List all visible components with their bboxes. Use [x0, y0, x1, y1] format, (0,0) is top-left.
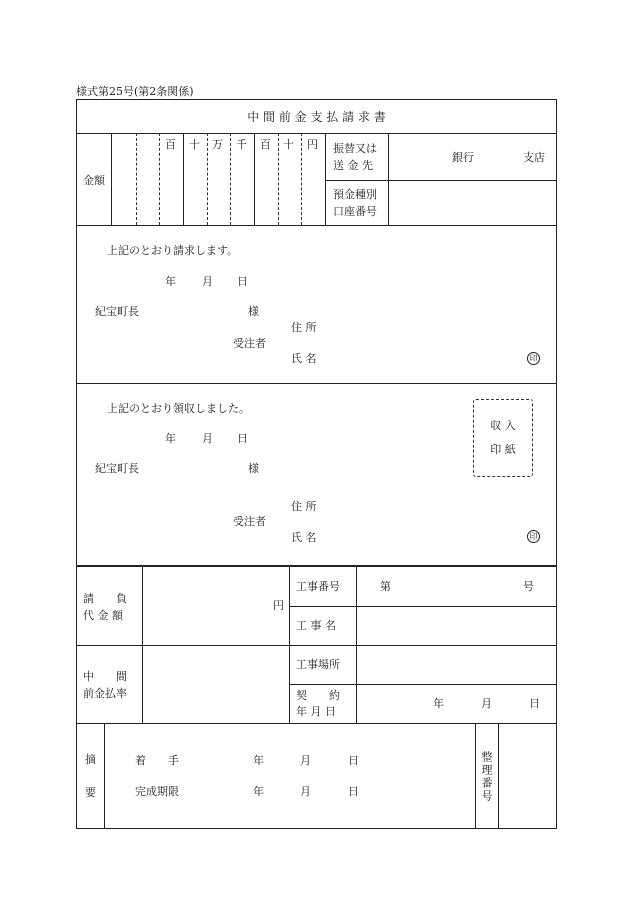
divider: [183, 133, 184, 225]
work-number-prefix: 第: [380, 580, 391, 593]
request-addressee: 紀宝町長: [95, 305, 139, 318]
account-label: 口座番号: [333, 205, 377, 218]
form-number: 様式第25号(第2条関係): [76, 85, 194, 98]
yen-unit: 円: [273, 599, 284, 612]
contract-date-label: 契 約: [296, 689, 340, 702]
request-year: 年: [165, 275, 176, 288]
request-address-label: 住 所: [291, 321, 317, 334]
revenue-stamp-label: 収 入: [490, 419, 516, 432]
revenue-stamp-label: 印 紙: [490, 443, 516, 456]
branch-suffix: 支店: [523, 151, 545, 164]
request-statement: 上記のとおり請求します。: [107, 244, 239, 257]
divider: [326, 180, 557, 181]
work-number-suffix: 号: [523, 580, 534, 593]
contract-year: 年: [433, 697, 444, 710]
amount-label: 金額: [83, 174, 105, 187]
divider: [76, 645, 557, 646]
contract-date-label: 年 月 日: [296, 705, 336, 718]
digit-unit: 千: [236, 138, 247, 151]
receipt-name-label: 氏 名: [291, 531, 317, 544]
contract-amount-label: 請 負: [83, 592, 127, 605]
contract-month: 月: [481, 697, 492, 710]
summary-label: 要: [85, 786, 96, 799]
interim-rate-label: 中 間: [83, 670, 127, 683]
reference-number-label: 整理番号: [480, 751, 493, 803]
digit-unit: 百: [260, 138, 271, 151]
digit-separator: [159, 133, 160, 225]
digit-unit: 円: [307, 138, 318, 151]
receipt-seal-mark: 印: [527, 530, 540, 543]
receipt-contractor: 受注者: [233, 515, 266, 528]
request-day: 日: [237, 275, 248, 288]
divider: [104, 723, 105, 829]
work-name-label: 工 事 名: [296, 619, 336, 632]
receipt-day: 日: [237, 432, 248, 445]
divider: [475, 723, 476, 829]
digit-separator: [207, 133, 208, 225]
start-day: 日: [348, 754, 359, 767]
revenue-stamp-box: [473, 399, 533, 477]
divider: [289, 606, 557, 607]
deadline-day: 日: [348, 785, 359, 798]
divider: [498, 723, 499, 829]
interim-rate-label: 前金払率: [83, 687, 127, 700]
divider: [76, 133, 557, 134]
summary-label: 摘: [85, 753, 96, 766]
deadline-label: 完成期限: [135, 785, 179, 798]
start-year: 年: [253, 754, 264, 767]
divider: [289, 566, 290, 723]
divider: [76, 225, 557, 226]
digit-separator: [301, 133, 302, 225]
receipt-month: 月: [202, 432, 213, 445]
deadline-month: 月: [300, 785, 311, 798]
digit-unit: 十: [283, 138, 294, 151]
divider: [111, 133, 112, 225]
receipt-honorific: 様: [248, 462, 259, 475]
divider: [76, 565, 557, 567]
divider: [142, 566, 143, 723]
digit-unit: 百: [165, 138, 176, 151]
digit-separator: [230, 133, 231, 225]
form-title: 中 間 前 金 支 払 請 求 書: [247, 110, 386, 124]
divider: [356, 566, 357, 723]
receipt-addressee: 紀宝町長: [95, 462, 139, 475]
transfer-label: 送 金 先: [333, 159, 373, 172]
divider: [289, 684, 557, 685]
divider: [388, 133, 389, 225]
deadline-year: 年: [253, 785, 264, 798]
contract-amount-label: 代 金 額: [83, 609, 123, 622]
request-name-label: 氏 名: [291, 352, 317, 365]
account-label: 預金種別: [333, 188, 377, 201]
start-label: 着 手: [135, 754, 179, 767]
contract-day: 日: [529, 697, 540, 710]
bank-suffix: 銀行: [452, 151, 474, 164]
divider: [325, 133, 326, 225]
transfer-label: 振替又は: [333, 142, 377, 155]
digit-unit: 万: [212, 138, 223, 151]
digit-separator: [136, 133, 137, 225]
divider: [254, 133, 255, 225]
receipt-statement: 上記のとおり領収しました。: [107, 402, 250, 415]
request-honorific: 様: [248, 305, 259, 318]
request-month: 月: [202, 275, 213, 288]
digit-unit: 十: [189, 138, 200, 151]
work-number-label: 工事番号: [296, 580, 340, 593]
request-seal-mark: 印: [527, 352, 540, 365]
receipt-year: 年: [165, 432, 176, 445]
divider: [76, 723, 557, 724]
divider: [76, 383, 557, 384]
work-place-label: 工事場所: [296, 658, 340, 671]
request-contractor: 受注者: [233, 337, 266, 350]
start-month: 月: [300, 754, 311, 767]
digit-separator: [278, 133, 279, 225]
receipt-address-label: 住 所: [291, 500, 317, 513]
